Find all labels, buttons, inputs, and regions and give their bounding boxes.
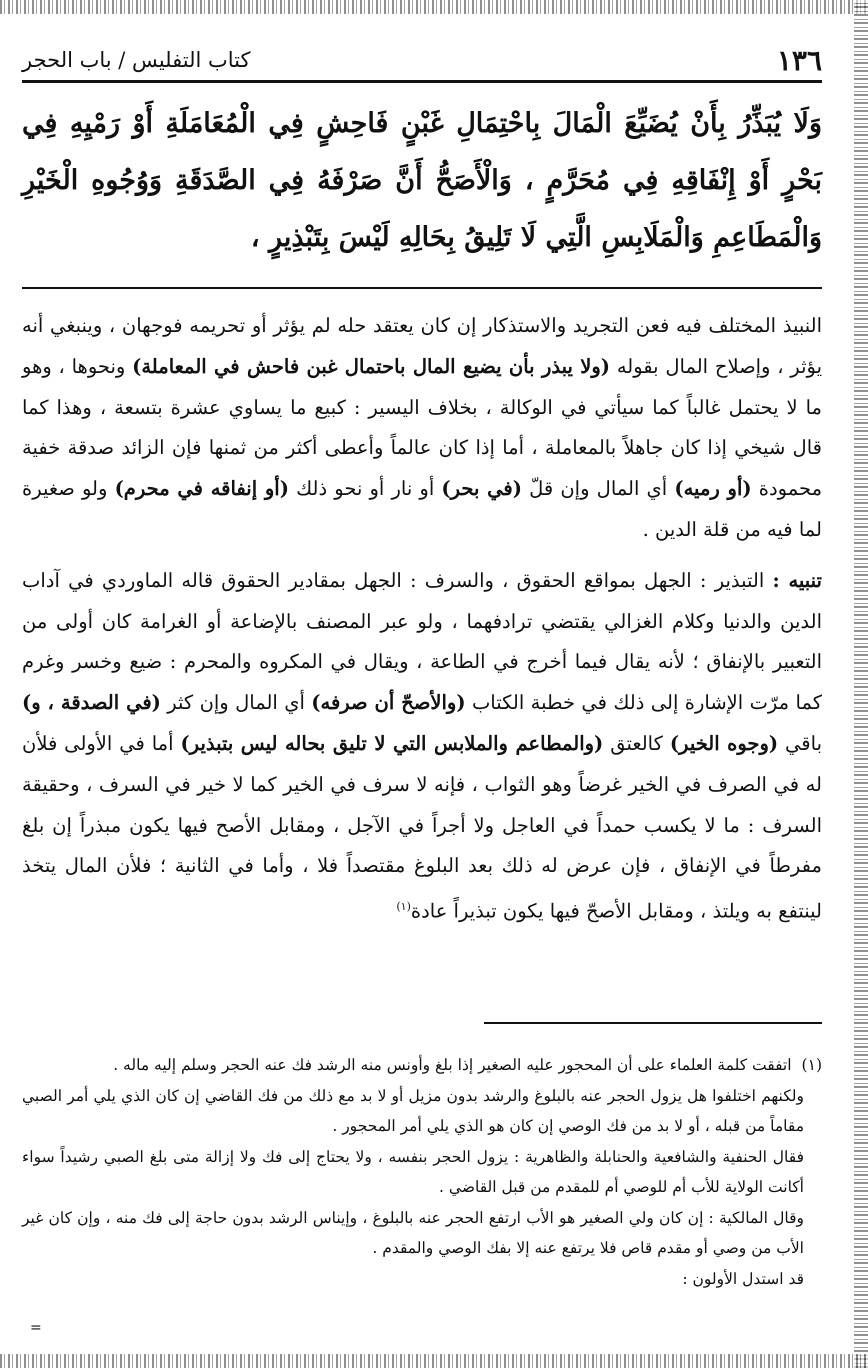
quoted-matn: (أو إنفاقه في محرم) bbox=[114, 477, 289, 501]
footnote-text: اتفقت كلمة العلماء على أن المحجور عليه الصغير إذا بلغ وأونس منه الرشد فك عنه الحجر وسلم إليه ماله . bbox=[113, 1056, 792, 1074]
running-title: كتاب التفليس / باب الحجر bbox=[22, 48, 251, 72]
footnotes bbox=[22, 1050, 822, 1294]
decorative-border-top bbox=[0, 0, 868, 14]
text-run: ونحوها ، وهو ما لا يحتمل غالباً كما سيأتي في الوكالة ، بخلاف اليسير : كبيع ما يساوي عشرة بتسعة ، وهذا كما قال شيخي إذا كان جاهلاً بالمعاملة ، أما إذا كان عالماً وأعطى أكثر من ثمنها فإن الزائد صدقة خفية محمودة bbox=[22, 354, 823, 501]
footnote-line bbox=[22, 1050, 822, 1081]
footnote-number: (١) bbox=[801, 1056, 822, 1074]
quoted-matn: (والأصحّ أن صرفه) bbox=[311, 691, 466, 715]
footnote-reference[interactable]: (١) bbox=[396, 900, 411, 914]
quoted-matn: (في الصدقة ، و) bbox=[22, 691, 161, 715]
note-label: تنبيه : bbox=[772, 568, 822, 592]
page-header bbox=[22, 40, 822, 83]
text-run: باقي bbox=[778, 731, 822, 755]
commentary-paragraph-1 bbox=[22, 306, 822, 551]
footnote-paragraph: وقال المالكية : إن كان ولي الصغير هو الأب ارتفع الحجر عنه بالبلوغ ، وإيناس الرشد بدون حاجة إلى فك منه ، وإن كان غير الأب من وصي أو مقدم قاص فلا يرتفع عنه إلا بفك الوصي والمقدم . bbox=[22, 1208, 804, 1257]
text-run: التبذير : الجهل بمواقع الحقوق ، والسرف : الجهل بمقادير الحقوق قاله الماوردي في آداب الدين والدنيا وكلام الغزالي يقتضي ترادفهما ، ولو عبر المصنف بالإضاعة أو الغرامة كان أولى من التعبير بالإنفاق ؛ لأنه يقال فيما أخرج في الطاعة ، ويقال في المكروه والمحرم : ضيع وخسر وغرم كما مرّت الإشارة إلى ذلك في خطبة الكتاب bbox=[22, 568, 822, 715]
text-run: أو نار أو نحو ذلك bbox=[288, 477, 442, 501]
text-run: أي المال وإن قلّ bbox=[521, 477, 675, 501]
quoted-matn: (وجوه الخير) bbox=[669, 731, 779, 755]
text-run: أما في الأولى فلأن له في الصرف في الخير غرضاً وهو الثواب ، فإنه لا سرف في الخير كما لا خير في السرف ، وحقيقة السرف : ما لا يكسب حمداً في العاجل ولا أجراً في الآجل ، ومقابل الأصح فيها يكون مبذراً إن بلغ مفرطاً في الإنفاق ، فإن عرض له ذلك بعد البلوغ مقتصداً فلا ، وأما في الثانية ؛ فلأن المال يتخذ لينتفع به ويلتذ ، ومقابل الأصحّ فيها يكون تبذيراً عادة bbox=[22, 731, 822, 923]
text-run: النبيذ المختلف فيه فعن التجريد والاستذكار إن كان يعتقد حله لم يؤثر أو تحريمه فوجهان ، وينبغي أنه يؤثر ، وإصلاح المال بقوله bbox=[22, 314, 822, 378]
section-divider bbox=[22, 287, 822, 289]
footnote-divider bbox=[484, 1022, 822, 1024]
quoted-matn: (ولا يبذر بأن يضيع المال باحتمال غبن فاحش في المعاملة) bbox=[132, 354, 611, 378]
footnote-paragraph: قد استدل الأولون : bbox=[682, 1269, 804, 1288]
quoted-matn: (أو رميه) bbox=[674, 477, 752, 501]
footnote-paragraph: ولكنهم اختلفوا هل يزول الحجر عنه بالبلوغ والرشد بدون مزيل أو لا بد مع ذلك من فك القاضي إن كان الذي يلي أمر الصبي مقاماً من قبله ، أو لا بد من فك الوصي إن كان هو الذي يلي أمر المحجور . bbox=[22, 1086, 804, 1135]
text-run: أي المال وإن كثر bbox=[160, 691, 312, 715]
quoted-matn: (والمطاعم والملابس التي لا تليق بحاله ليس بتبذير) bbox=[180, 731, 604, 755]
commentary-paragraph-2 bbox=[22, 561, 822, 933]
text-run: كالعتق bbox=[603, 731, 670, 755]
page-number: ١٣٦ bbox=[776, 43, 822, 77]
quoted-matn: (في بحر) bbox=[441, 477, 522, 501]
decorative-border-bottom bbox=[0, 1354, 868, 1368]
footnote-paragraph: فقال الحنفية والشافعية والحنابلة والظاهرية : يزول الحجر بنفسه ، ولا يحتاج إلى فك ولا إزالة متى بلغ الصبي رشيداً سواء أكانت الولاية للأب أم للوصي أم للمقدم من قبل القاضي . bbox=[22, 1147, 804, 1196]
decorative-border-right bbox=[854, 0, 868, 1368]
matn-text: وَلَا يُبَذِّرُ بِأَنْ يُضَيِّعَ الْمَالَ بِاحْتِمَالِ غَبْنٍ فَاحِشٍ فِي الْمُعَامَلَةِ أَوْ رَمْيِهِ فِي بَحْرٍ أَوْ إِنْفَاقِهِ فِي مُحَرَّمٍ ، وَالْأَصَحُّ أَنَّ صَرْفَهُ فِي الصَّدَقَةِ وَوُجُوهِ الْخَيْرِ وَالْمَطَاعِمِ وَالْمَلَابِسِ الَّتِي لَا تَلِيقُ بِحَالِهِ لَيْسَ بِتَبْذِيرٍ ، bbox=[22, 108, 822, 253]
margin-mark: = bbox=[30, 1320, 42, 1336]
text-run: ولو صغيرة لما فيه من قلة الدين . bbox=[22, 477, 822, 541]
commentary-body bbox=[22, 306, 822, 932]
